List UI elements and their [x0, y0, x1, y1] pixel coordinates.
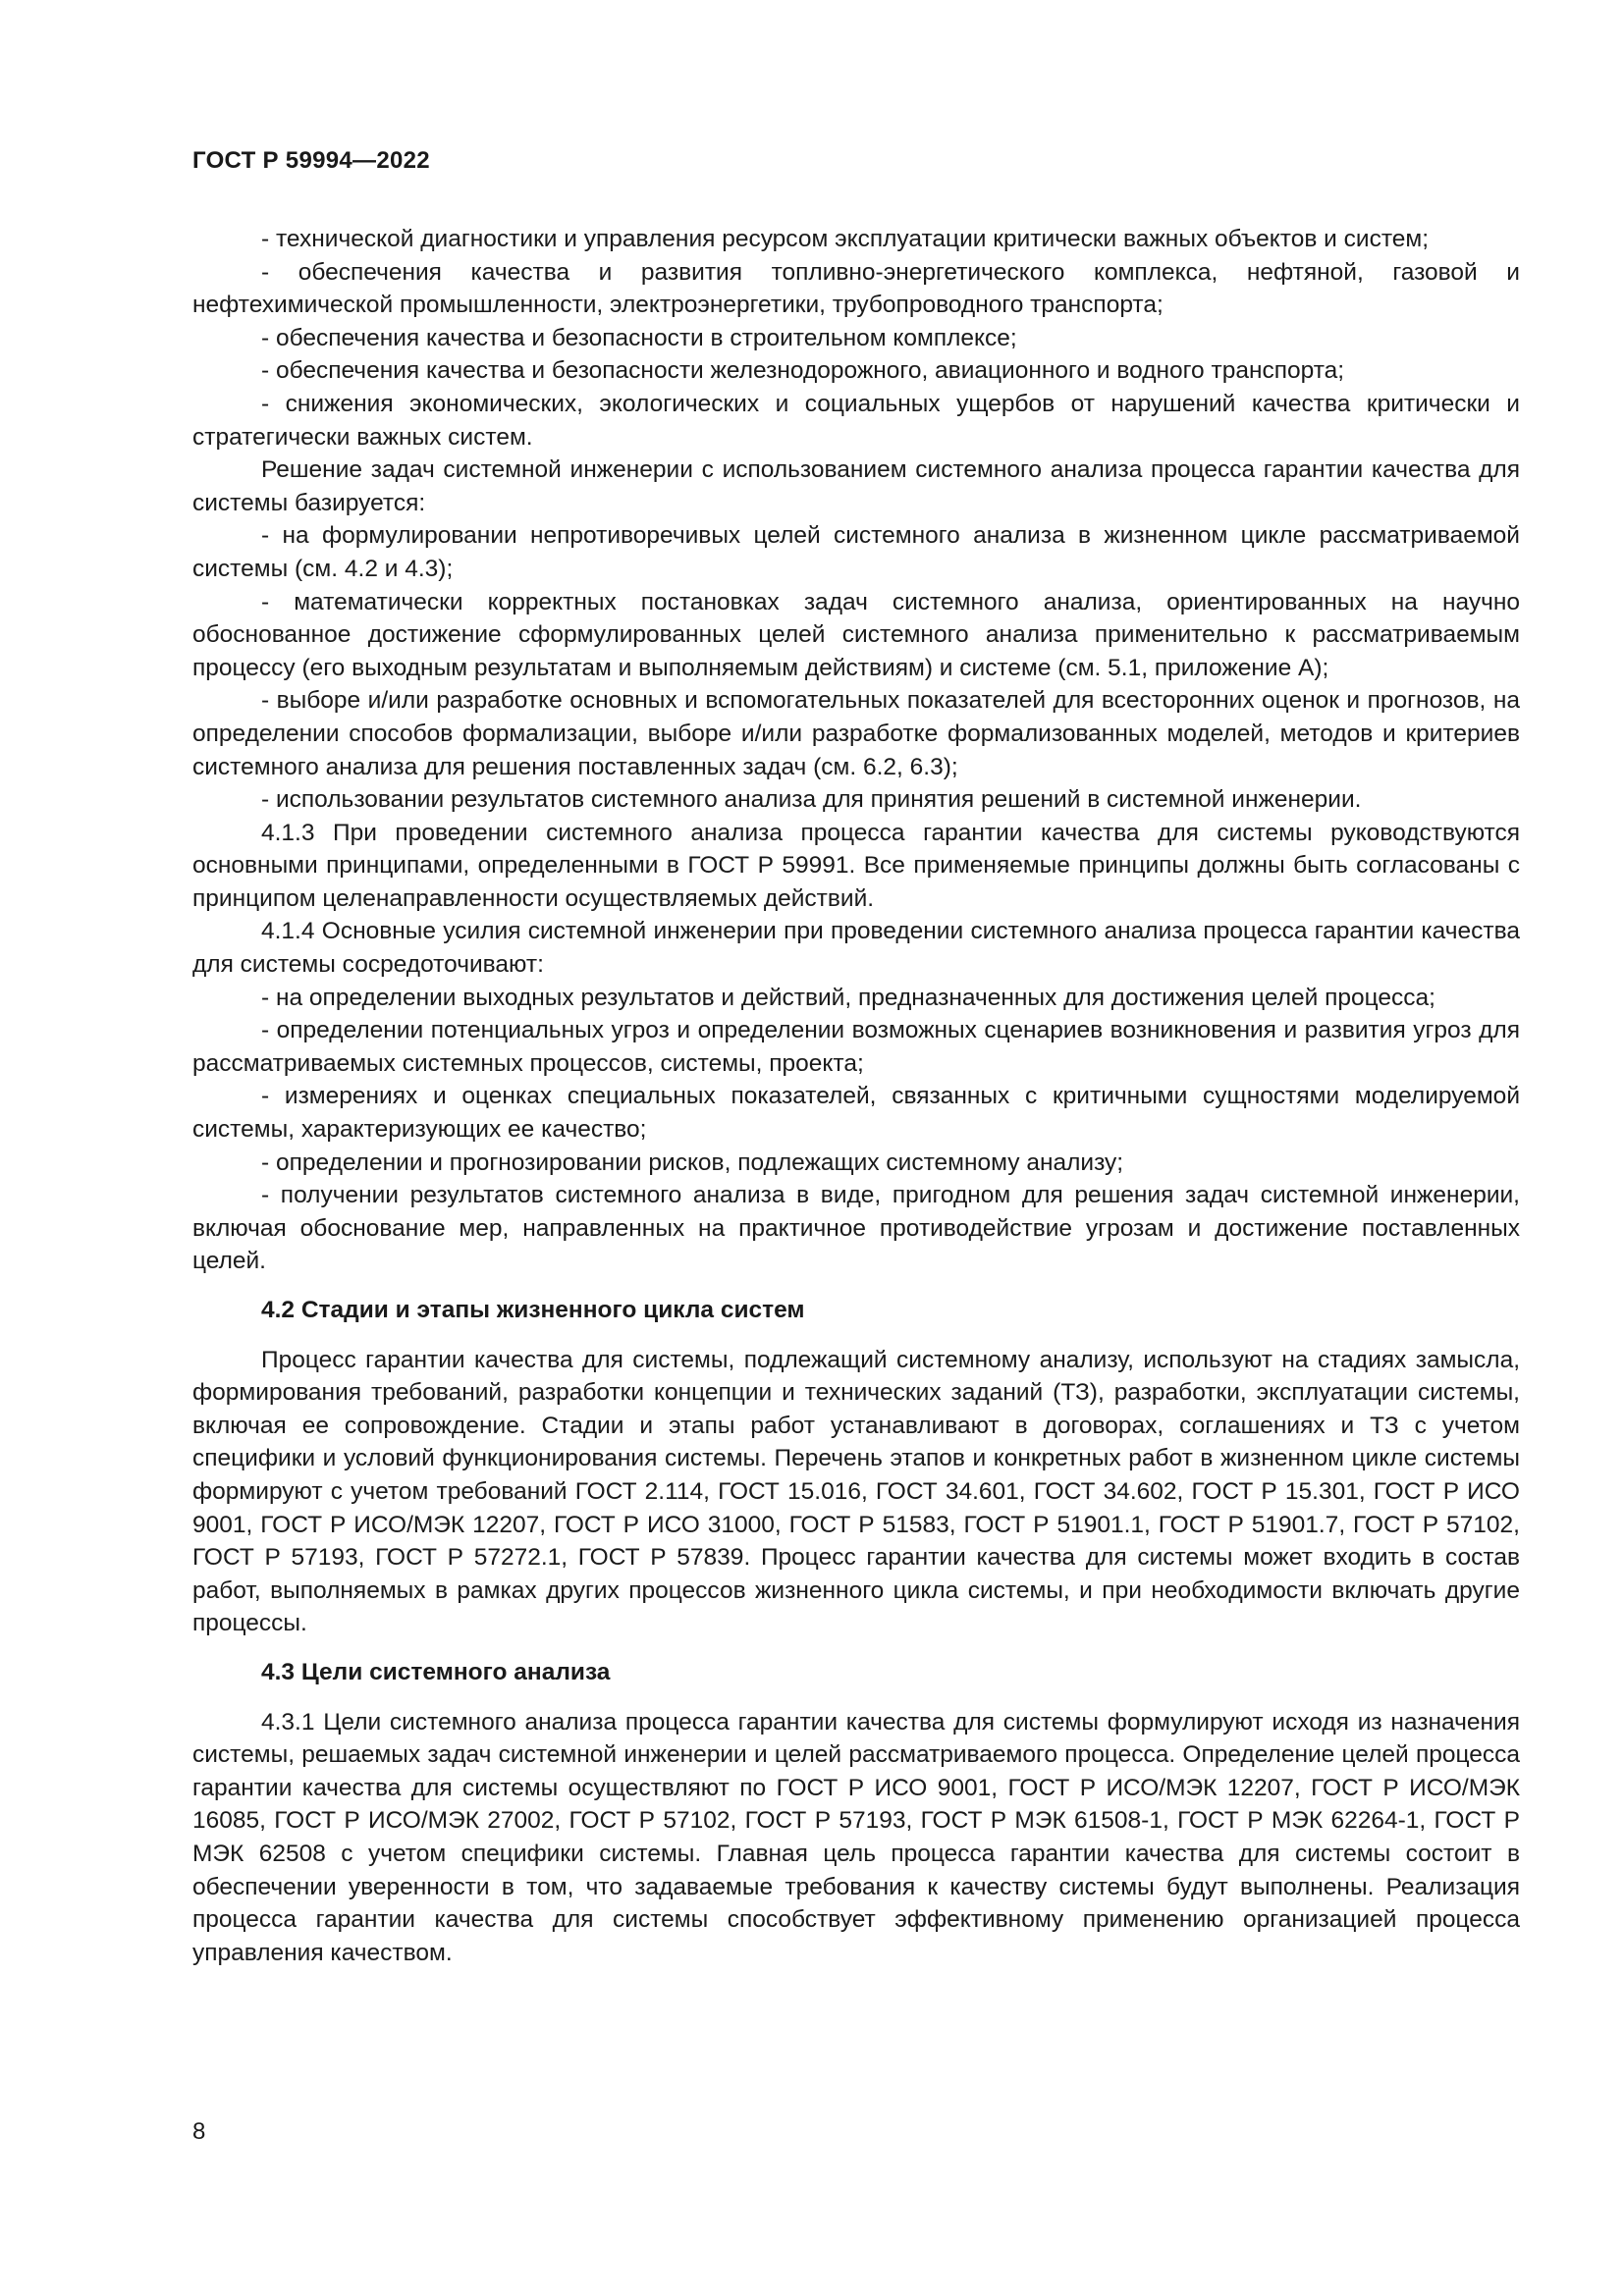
list-item: - измерениях и оценках специальных показателей, связанных с критичными сущностями моделируемой системы, характеризующих ее качество; — [192, 1083, 1520, 1144]
page-content — [192, 223, 1520, 1969]
paragraph: Решение задач системной инженерии с использованием системного анализа процесса гарантии качества для системы базируется: — [192, 456, 1520, 516]
list-item: - на формулировании непротиворечивых целей системного анализа в жизненном цикле рассматриваемой системы (см. 4.2 и 4.3); — [192, 522, 1520, 582]
section-4-2-paragraph: Процесс гарантии качества для системы, подлежащий системному анализу, используют на стадиях замысла, формирования требований, разработки концепции и технических заданий (ТЗ), разработки, эксплуатации системы, включая ее сопровождение. Стадии и этапы работ устанавливают в договорах, соглашениях и ТЗ с учетом специфики и условий функционирования системы. Перечень этапов и конкретных работ в жизненном цикле системы формируют с учетом требований ГОСТ 2.114, ГОСТ 15.016, ГОСТ 34.601, ГОСТ 34.602, ГОСТ Р 15.301, ГОСТ Р ИСО 9001, ГОСТ Р ИСО/МЭК 12207, ГОСТ Р ИСО 31000, ГОСТ Р 51583, ГОСТ Р 51901.1, ГОСТ Р 51901.7, ГОСТ Р 57102, ГОСТ Р 57193, ГОСТ Р 57272.1, ГОСТ Р 57839. Процесс гарантии качества для системы может входить в состав работ, выполняемых в рамках других процессов жизненного цикла системы, и при необходимости включать другие процессы. — [192, 1346, 1520, 1637]
list-item: - обеспечения качества и безопасности в строительном комплексе; — [261, 324, 1017, 351]
clause-4-1-4: 4.1.4 Основные усилия системной инженерии при проведении системного анализа процесса гарантии качества для системы сосредоточивают: — [192, 918, 1520, 979]
list-item: - технической диагностики и управления ресурсом эксплуатации критически важных объектов и систем; — [261, 226, 1430, 252]
list-item: - снижения экономических, экологических и социальных ущербов от нарушений качества критически и стратегически важных систем. — [192, 390, 1520, 451]
page-number: 8 — [192, 2118, 206, 2145]
list-item: - на определении выходных результатов и действий, предназначенных для достижения целей процесса; — [261, 984, 1435, 1011]
clause-4-3-1: 4.3.1 Цели системного анализа процесса гарантии качества для системы формулируют исходя из назначения системы, решаемых задач системной инженерии и целей рассматриваемого процесса. Определение целей процесса гарантии качества для системы осуществляют по ГОСТ Р ИСО 9001, ГОСТ Р ИСО/МЭК 12207, ГОСТ Р ИСО/МЭК 16085, ГОСТ Р ИСО/МЭК 27002, ГОСТ Р 57102, ГОСТ Р 57193, ГОСТ Р МЭК 61508-1, ГОСТ Р МЭК 62264-1, ГОСТ Р МЭК 62508 с учетом специфики системы. Главная цель процесса гарантии качества для системы состоит в обеспечении уверенности в том, что задаваемые требования к качеству системы будут выполнены. Реализация процесса гарантии качества для системы способствует эффективному применению организацией процесса управления качеством. — [192, 1708, 1520, 1966]
section-heading-4-2: 4.2 Стадии и этапы жизненного цикла систем — [261, 1297, 805, 1323]
list-item: - получении результатов системного анализа в виде, пригодном для решения задач системной инженерии, включая обоснование мер, направленных на практичное противодействие угрозам и достижение поставленных целей. — [192, 1182, 1520, 1275]
list-item: - определении и прогнозировании рисков, подлежащих системному анализу; — [261, 1148, 1124, 1176]
list-item: - использовании результатов системного анализа для принятия решений в системной инженерии. — [261, 786, 1362, 814]
list-item: - математически корректных постановках задач системного анализа, ориентированных на научно обоснованное достижение сформулированных целей системного анализа применительно к рассматриваемым процессу (его выходным результатам и выполняемым действиям) и системе (см. 5.1, приложение А); — [192, 588, 1520, 681]
section-heading-4-3: 4.3 Цели системного анализа — [261, 1658, 611, 1685]
list-item: - обеспечения качества и развития топливно-энергетического комплекса, нефтяной, газовой и нефтехимической промышленности, электроэнергетики, трубопроводного транспорта; — [192, 258, 1520, 319]
list-item: - определении потенциальных угроз и определении возможных сценариев возникновения и развития угроз для рассматриваемых системных процессов, системы, проекта; — [192, 1017, 1520, 1077]
document-header: ГОСТ Р 59994—2022 — [192, 147, 430, 174]
list-item: - обеспечения качества и безопасности железнодорожного, авиационного и водного транспорта; — [261, 357, 1345, 385]
list-item: - выборе и/или разработке основных и вспомогательных показателей для всесторонних оценок и прогнозов, на определении способов формализации, выборе и/или разработке формализованных моделей, методов и критериев системного анализа для решения поставленных задач (см. 6.2, 6.3); — [192, 687, 1520, 780]
clause-4-1-3: 4.1.3 При проведении системного анализа процесса гарантии качества для системы руководствуются основными принципами, определенными в ГОСТ Р 59991. Все применяемые принципы должны быть согласованы с принципом целенаправленности осуществляемых действий. — [192, 819, 1520, 912]
